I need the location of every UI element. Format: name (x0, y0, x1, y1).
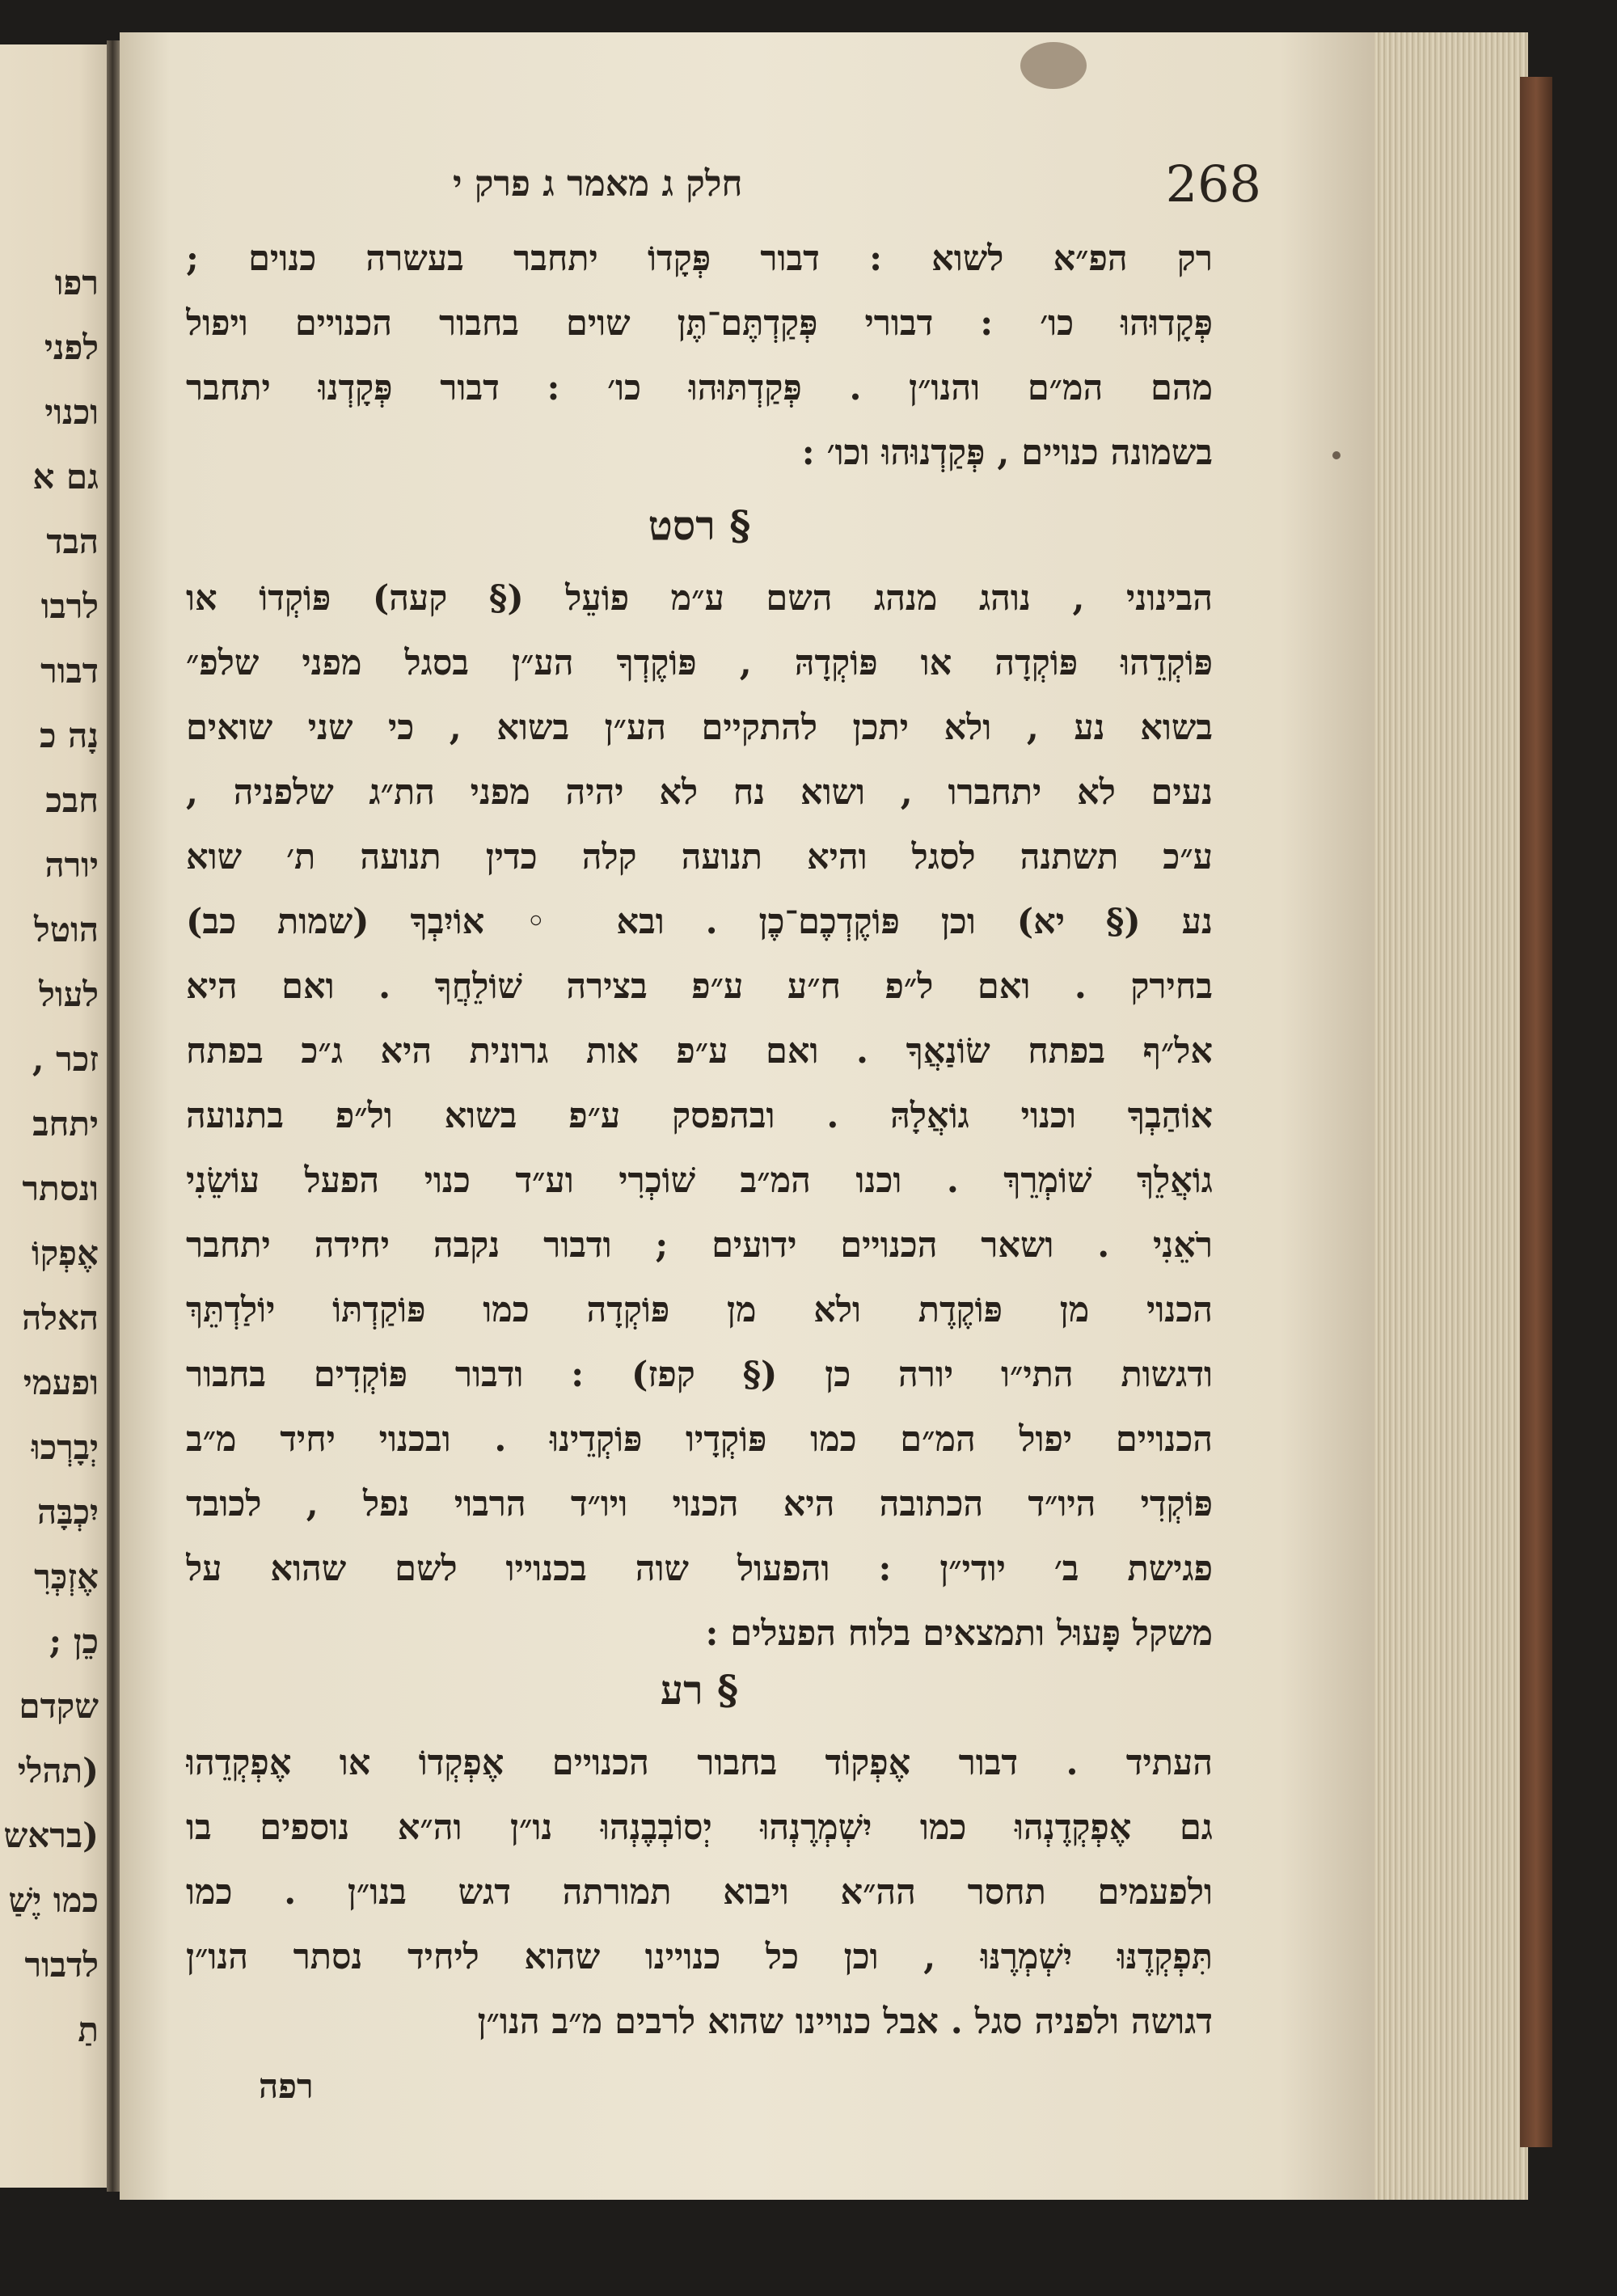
facing-page-line-fragment: הבד (46, 522, 99, 561)
facing-page-line-fragment: יתחב (32, 1104, 99, 1144)
text-line: פּוֹקְדֵהוּ פּוֹקְדָה או פּוֹקְדָהּ , פּוֹקֶדְךָ הע״ן בסגל מפני שלפ״ (186, 643, 1213, 683)
text-line: גם אֶפְקְדֶנְהוּ כמו יִשְׁמְרֶנְהוּ יְסוֹבְבֶנְהוּ נו״ן וה״א נוספים בו (186, 1808, 1213, 1848)
text-line: גוֹאֲלֵךְ שׁוֹמְרֵךְ . וכנו המ״ב שׁוֹכְרִי וע״ד כנוי הפעל עוֹשֵׂנִי (186, 1161, 1213, 1201)
text-line: בשוא נע , ולא יתכן להתקיים הע״ן בשוא , כי שני שואים (186, 708, 1213, 748)
text-line: הכנויים יפול המ״ם כמו פּוֹקְדָיו פּוֹקְדֵינוּ . ובכנוי יחיד מ״ב (186, 1419, 1213, 1460)
facing-page-line-fragment: כמו יֶשַׁ (8, 1880, 99, 1920)
text-line: הבינוני , נוהג מנהג השם ע״מ פוֹעֵל (§ קעה) פּוֹקְדוֹ או (186, 578, 1213, 619)
facing-page-line-fragment: רפו (54, 263, 99, 302)
text-line: רק הפ״א לשוא : דבור פְּקָדוֹ יתחבר בעשרה כנוים ; (186, 239, 1213, 279)
page-number: 268 (1165, 154, 1261, 214)
facing-page-line-fragment: כֵן ; (49, 1622, 99, 1661)
text-line: תִּפְקְדֶנּוּ יִשְׁמְרֶנּוּ , וכן כל כנויינו שהוא ליחיד נסתר הנו״ן (186, 1937, 1213, 1977)
facing-page-line-fragment: וכנוי (44, 392, 99, 432)
facing-page-line-fragment: יורה (44, 845, 99, 885)
facing-page-line-fragment: יִכְבָּה (37, 1492, 99, 1532)
facing-page-line-fragment: אֶזְכְּרִ (34, 1557, 99, 1596)
text-line: בשמונה כנויים , פְּקַדְנוּהוּ וכו׳ : (801, 433, 1213, 473)
text-line: פגישת ב׳ יודי״ן : והפעול שוה בכנוייו לשם שהוא על (186, 1549, 1213, 1589)
text-line: נע (§ יא) וכן פּוֹקֶדְכֶם־כֶן . ובא ◦ אוֹיִבְךָ (שמות כב) (186, 902, 1213, 942)
text-line: משקל פָּעוּל ותמצאים בלוח הפעלים : (705, 1613, 1213, 1654)
paragraph-intro (186, 226, 1213, 485)
text-line: העתיד . דבור אֶפְקוֹד בחבור הכנויים אֶפְקְדוֹ או אֶפְקְדֵהוּ (186, 1743, 1213, 1783)
text-line: נעים לא יתחברו , ושוא נח לא יהיה מפני הת״ג שלפניה , (186, 772, 1213, 813)
text-line: ע״כ תשתנה לסגל והיא תנועה קלה כדין תנועה ת׳ שוא (186, 837, 1213, 877)
facing-page-line-fragment: לפני (44, 328, 99, 367)
running-title: חלק ג מאמר ג פרק י (453, 163, 743, 205)
facing-page-line-fragment: חבכ (45, 780, 99, 820)
section-heading-rsat: § רסט (648, 501, 751, 549)
facing-page-line-fragment: אֶפְקוֹ (31, 1233, 99, 1273)
facing-page-line-fragment: ונסתר (22, 1169, 99, 1208)
text-line: פּוֹקְדִי היו״ד הכתובה היא הכנוי ויו״ד הרבוי נפל , לכובד (186, 1484, 1213, 1524)
ink-dot (1332, 451, 1340, 459)
facing-page-line-fragment: יְבָרְכוּ (31, 1427, 99, 1467)
ink-stain (1020, 42, 1087, 89)
facing-page-line-fragment: (תהלי (17, 1751, 99, 1791)
text-line: הכנוי מן פּוֹקֶדֶת ולא מן פּוֹקְדָה כמו פּוֹקַדְתּוֹ יוֹלַדְתֵּךְ (186, 1290, 1213, 1330)
facing-page-line-fragment: זכר , (32, 1039, 99, 1079)
facing-page-line-fragment: דבור (40, 651, 99, 691)
facing-page-line-fragment: ופעמי (23, 1363, 99, 1402)
text-line: ולפעמים תחסר הה״א ויבוא תמורתה דגש בנו״ן . כמו (186, 1872, 1213, 1913)
facing-page-line-fragment: לדבור (24, 1945, 99, 1985)
facing-page-line-fragment: נָה כ (40, 716, 99, 755)
book-cover-edge (1520, 77, 1552, 2147)
facing-page-line-fragment: תַ (78, 2010, 99, 2049)
section-heading-ra: § רע (660, 1666, 739, 1714)
paragraph-section-rsat (186, 566, 1213, 1666)
facing-page-line-fragment: גם א (32, 457, 99, 497)
text-line: אוֹהַבְךָ וכנוי גוֹאֲלָהּ . ובהפסק ע״פ בשוא ול״פ בתנועה (186, 1096, 1213, 1136)
text-line: אל״ף בפתח שׂוֹנַאֲךָ . ואם ע״פ אות גרונית היא ג״כ בפתח (186, 1031, 1213, 1072)
facing-page-line-fragment: לרבו (40, 586, 99, 626)
facing-page-line-fragment: האלה (22, 1298, 99, 1338)
facing-page-line-fragment: לעול (39, 975, 99, 1014)
facing-page-line-fragment: שקדם (19, 1686, 99, 1726)
facing-page-line-fragment: הוטל (34, 910, 99, 949)
text-line: מהם המ״ם והנו״ן . פְּקַדְתּוּהוּ כו׳ : דבור פְּקָדְנוּ יתחבר (186, 368, 1213, 408)
paragraph-section-ra (186, 1731, 1213, 2054)
text-line: ודגשות התי״ו יורה כן (§ קפז) : ודבור פּוֹקְדִים בחבור (186, 1355, 1213, 1395)
text-line: בחירק . ואם ל״פ ח״ע ע״פ בצירה שׁוֹלֵחֲךָ . ואם היא (186, 966, 1213, 1007)
text-line: רֹאֵנִי . ושאר הכנויים ידועים ; ודבור נקבה יחידה יתחבר (186, 1225, 1213, 1266)
catchword: רפה (259, 2066, 314, 2106)
facing-page-line-fragment: (בראש (3, 1816, 99, 1855)
text-line: דגושה ולפניה סגל . אבל כנויינו שהוא לרבים מ״ב הנו״ן (477, 2002, 1213, 2042)
page-header (453, 155, 1261, 212)
text-line: פְּקָדוּהוּ כו׳ : דבורי פְּקַדְתֶּם־תֶּן שוים בחבור הכנויים ויפול (186, 303, 1213, 344)
facing-page-fragment (0, 44, 113, 2188)
page-edges (1374, 32, 1528, 2200)
